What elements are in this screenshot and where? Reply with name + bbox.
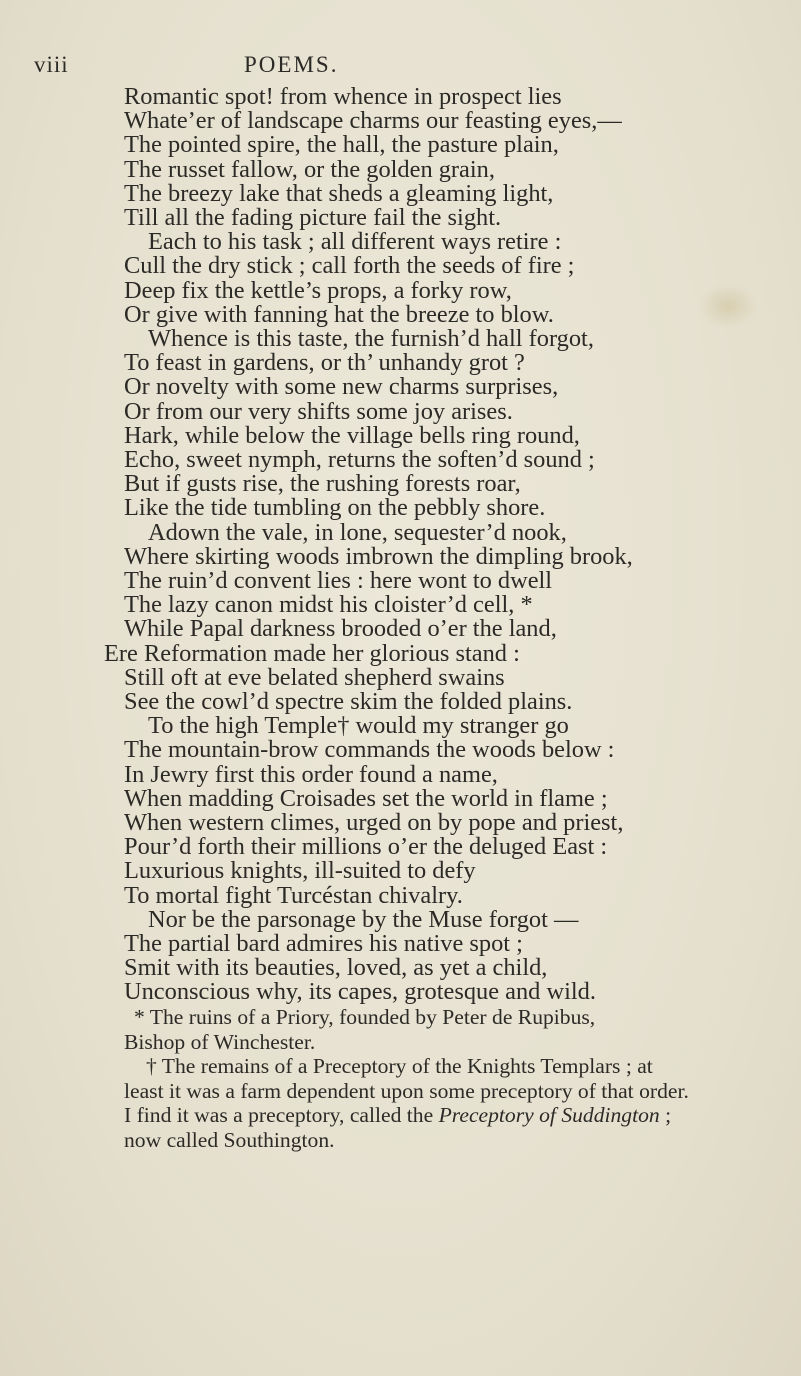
poem-line: Or give with fanning hat the breeze to blow. (124, 300, 554, 328)
poem-line: Or novelty with some new charms surprises, (124, 373, 559, 401)
page-number: viii (34, 52, 69, 77)
poem-line: Pour’d forth their millions o’er the deluged East : (124, 833, 608, 861)
footnote-line: now called Southington. (124, 1127, 335, 1152)
poem-line: The mountain-brow commands the woods below : (124, 736, 615, 764)
poem-line: Adown the vale, in lone, sequester’d nook, (148, 518, 567, 546)
poem-line: Each to his task ; all different ways retire : (148, 228, 562, 256)
poem-line: Like the tide tumbling on the pebbly shore. (124, 494, 546, 522)
footnote-line: least it was a farm dependent upon some preceptory of that order. (124, 1078, 689, 1103)
poem-line: Where skirting woods imbrown the dimpling brook, (124, 542, 633, 570)
poem-line: Till all the fading picture fail the sight. (124, 204, 502, 231)
footnote-text: I find it was a preceptory, called the (124, 1103, 434, 1127)
poem-line: The russet fallow, or the golden grain, (124, 155, 495, 183)
poem-line: The ruin’d convent lies : here wont to dwell (124, 567, 553, 594)
poem-line: To feast in gardens, or th’ unhandy grot ? (124, 349, 525, 377)
poem-line: In Jewry first this order found a name, (124, 760, 498, 788)
footnote-punctuation: ; (659, 1103, 672, 1127)
poem-line: Cull the dry stick ; call forth the seeds of fire ; (124, 252, 575, 280)
footnote-line: † The remains of a Preceptory of the Knights Templars ; at (146, 1054, 653, 1078)
running-head: POEMS. (244, 52, 339, 77)
poem-line: Whate’er of landscape charms our feasting eyes,— (124, 107, 622, 135)
poem-line: Ere Reformation made her glorious stand : (104, 639, 520, 667)
poem-line: The pointed spire, the hall, the pasture plain, (124, 131, 559, 159)
poem-line: The breezy lake that sheds a gleaming light, (124, 179, 554, 207)
poem-line: The partial bard admires his native spot ; (124, 930, 523, 957)
poem-line: To mortal fight Turcéstan chivalry. (124, 881, 463, 909)
poem-line: While Papal darkness brooded o’er the land, (124, 615, 557, 643)
poem-line: See the cowl’d spectre skim the folded plains. (124, 688, 573, 715)
poem-line: Unconscious why, its capes, grotesque and wild. (124, 978, 596, 1006)
poem-line: Smit with its beauties, loved, as yet a child, (124, 954, 548, 982)
footnote-italic-title: Preceptory of Suddington (438, 1103, 660, 1127)
poem-line: Romantic spot! from whence in prospect lies (124, 83, 562, 110)
poem-line: Whence is this taste, the furnish’d hall forgot, (148, 325, 594, 352)
poem-line: The lazy canon midst his cloister’d cell, * (124, 591, 533, 619)
footnote-line (124, 1103, 671, 1127)
poem-line: But if gusts rise, the rushing forests roar, (124, 470, 521, 498)
poem-line: When western climes, urged on by pope and priest, (124, 809, 624, 836)
poem-line: Luxurious knights, ill-suited to defy (124, 857, 476, 885)
poem-line: Or from our very shifts some joy arises. (124, 397, 513, 425)
poem-line: Nor be the parsonage by the Muse forgot — (148, 905, 579, 933)
poem-line: Deep fix the kettle’s props, a forky row, (124, 276, 512, 304)
footnote-line: * The ruins of a Priory, founded by Peter de Rupibus, (134, 1005, 596, 1029)
poem-line: To the high Temple† would my stranger go (148, 712, 569, 740)
poem-line: When madding Croisades set the world in flame ; (124, 784, 608, 812)
poem-line: Still oft at eve belated shepherd swains (124, 663, 505, 691)
paper-stain (698, 283, 758, 329)
poem-line: Hark, while below the village bells ring round, (124, 421, 580, 449)
footnote-line: Bishop of Winchester. (124, 1029, 316, 1054)
poem-line: Echo, sweet nymph, returns the soften’d sound ; (124, 446, 595, 473)
